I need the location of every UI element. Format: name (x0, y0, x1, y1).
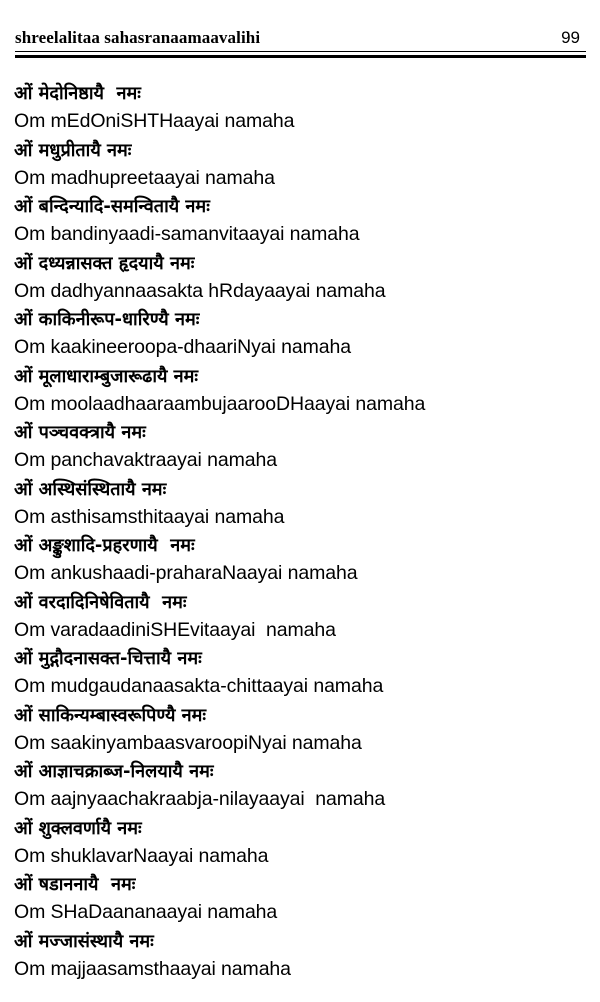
mantra-entry (14, 758, 594, 815)
mantra-entry (14, 250, 594, 307)
devanagari-line: ओं मुद्गौदनासक्त-चित्तायै नमः (14, 648, 202, 669)
devanagari-line: ओं मधुप्रीतायै नमः (14, 139, 132, 161)
transliteration-line: Om bandinyaadi-samanvitaayai namaha (14, 223, 360, 245)
transliteration-line: Om ankushaadi-praharaNaayai namaha (14, 562, 358, 584)
transliteration-line: Om panchavaktraayai namaha (14, 449, 277, 471)
transliteration-line: Om majjaasamsthaayai namaha (14, 957, 291, 980)
mantra-entry (14, 193, 594, 250)
devanagari-line: ओं काकिनीरूप-धारिण्यै नमः (14, 309, 200, 330)
devanagari-line: ओं मेदोनिष्ठायै नमः (14, 83, 141, 104)
devanagari-line: ओं अस्थिसंस्थितायै नमः (14, 478, 167, 500)
devanagari-line: ओं शुक्लवर्णायै नमः (14, 817, 142, 839)
mantra-entry (14, 532, 594, 589)
mantra-entry (14, 928, 594, 985)
devanagari-line: ओं पञ्चवक्त्रायै नमः (14, 422, 146, 443)
header-rule-thin (15, 51, 586, 52)
mantra-list (14, 80, 594, 984)
mantra-entry (14, 137, 594, 194)
transliteration-line: Om aajnyaachakraabja-nilayaayai namaha (14, 788, 386, 810)
mantra-entry (14, 589, 594, 646)
mantra-entry (14, 419, 594, 476)
mantra-entry (14, 80, 594, 137)
mantra-entry (14, 702, 594, 759)
header-rule-thick (15, 55, 586, 58)
devanagari-line: ओं आज्ञाचक्राब्ज-निलयायै नमः (14, 761, 214, 782)
running-title: shreelalitaa sahasranaamaavalihi (15, 28, 261, 47)
transliteration-line: Om SHaDaananaayai namaha (14, 901, 278, 923)
mantra-entry (14, 871, 594, 928)
page-header (15, 28, 586, 52)
transliteration-line: Om kaakineeroopa-dhaariNyai namaha (14, 336, 351, 358)
transliteration-line: Om dadhyannaasakta hRdayaayai namaha (14, 279, 386, 302)
mantra-entry (14, 476, 594, 533)
transliteration-line: Om shuklavarNaayai namaha (14, 844, 269, 867)
transliteration-line: Om madhupreetaayai namaha (14, 166, 275, 189)
transliteration-line: Om varadaadiniSHEvitaayai namaha (14, 618, 336, 641)
devanagari-line: ओं दध्यन्नासक्त हृदयायै नमः (14, 252, 195, 274)
transliteration-line: Om mEdOniSHTHaayai namaha (14, 110, 295, 132)
mantra-entry (14, 306, 594, 363)
devanagari-line: ओं बन्दिन्यादि-समन्वितायै नमः (14, 196, 210, 217)
mantra-entry (14, 363, 594, 420)
devanagari-line: ओं मूलाधाराम्बुजारूढायै नमः (14, 365, 199, 387)
devanagari-line: ओं साकिन्यम्बास्वरूपिण्यै नमः (14, 704, 207, 726)
page-number: 99 (561, 28, 580, 47)
mantra-entry (14, 815, 594, 872)
mantra-entry (14, 645, 594, 702)
transliteration-line: Om mudgaudanaasakta-chittaayai namaha (14, 675, 384, 697)
transliteration-line: Om moolaadhaaraambujaarooDHaayai namaha (14, 392, 426, 415)
devanagari-line: ओं षडाननायै नमः (14, 874, 136, 895)
devanagari-line: ओं वरदादिनिषेवितायै नमः (14, 591, 187, 613)
devanagari-line: ओं मज्जासंस्थायै नमः (14, 930, 154, 952)
transliteration-line: Om asthisamsthitaayai namaha (14, 505, 285, 528)
transliteration-line: Om saakinyambaasvaroopiNyai namaha (14, 731, 362, 754)
devanagari-line: ओं अङ्कुशादि-प्रहरणायै नमः (14, 535, 195, 556)
